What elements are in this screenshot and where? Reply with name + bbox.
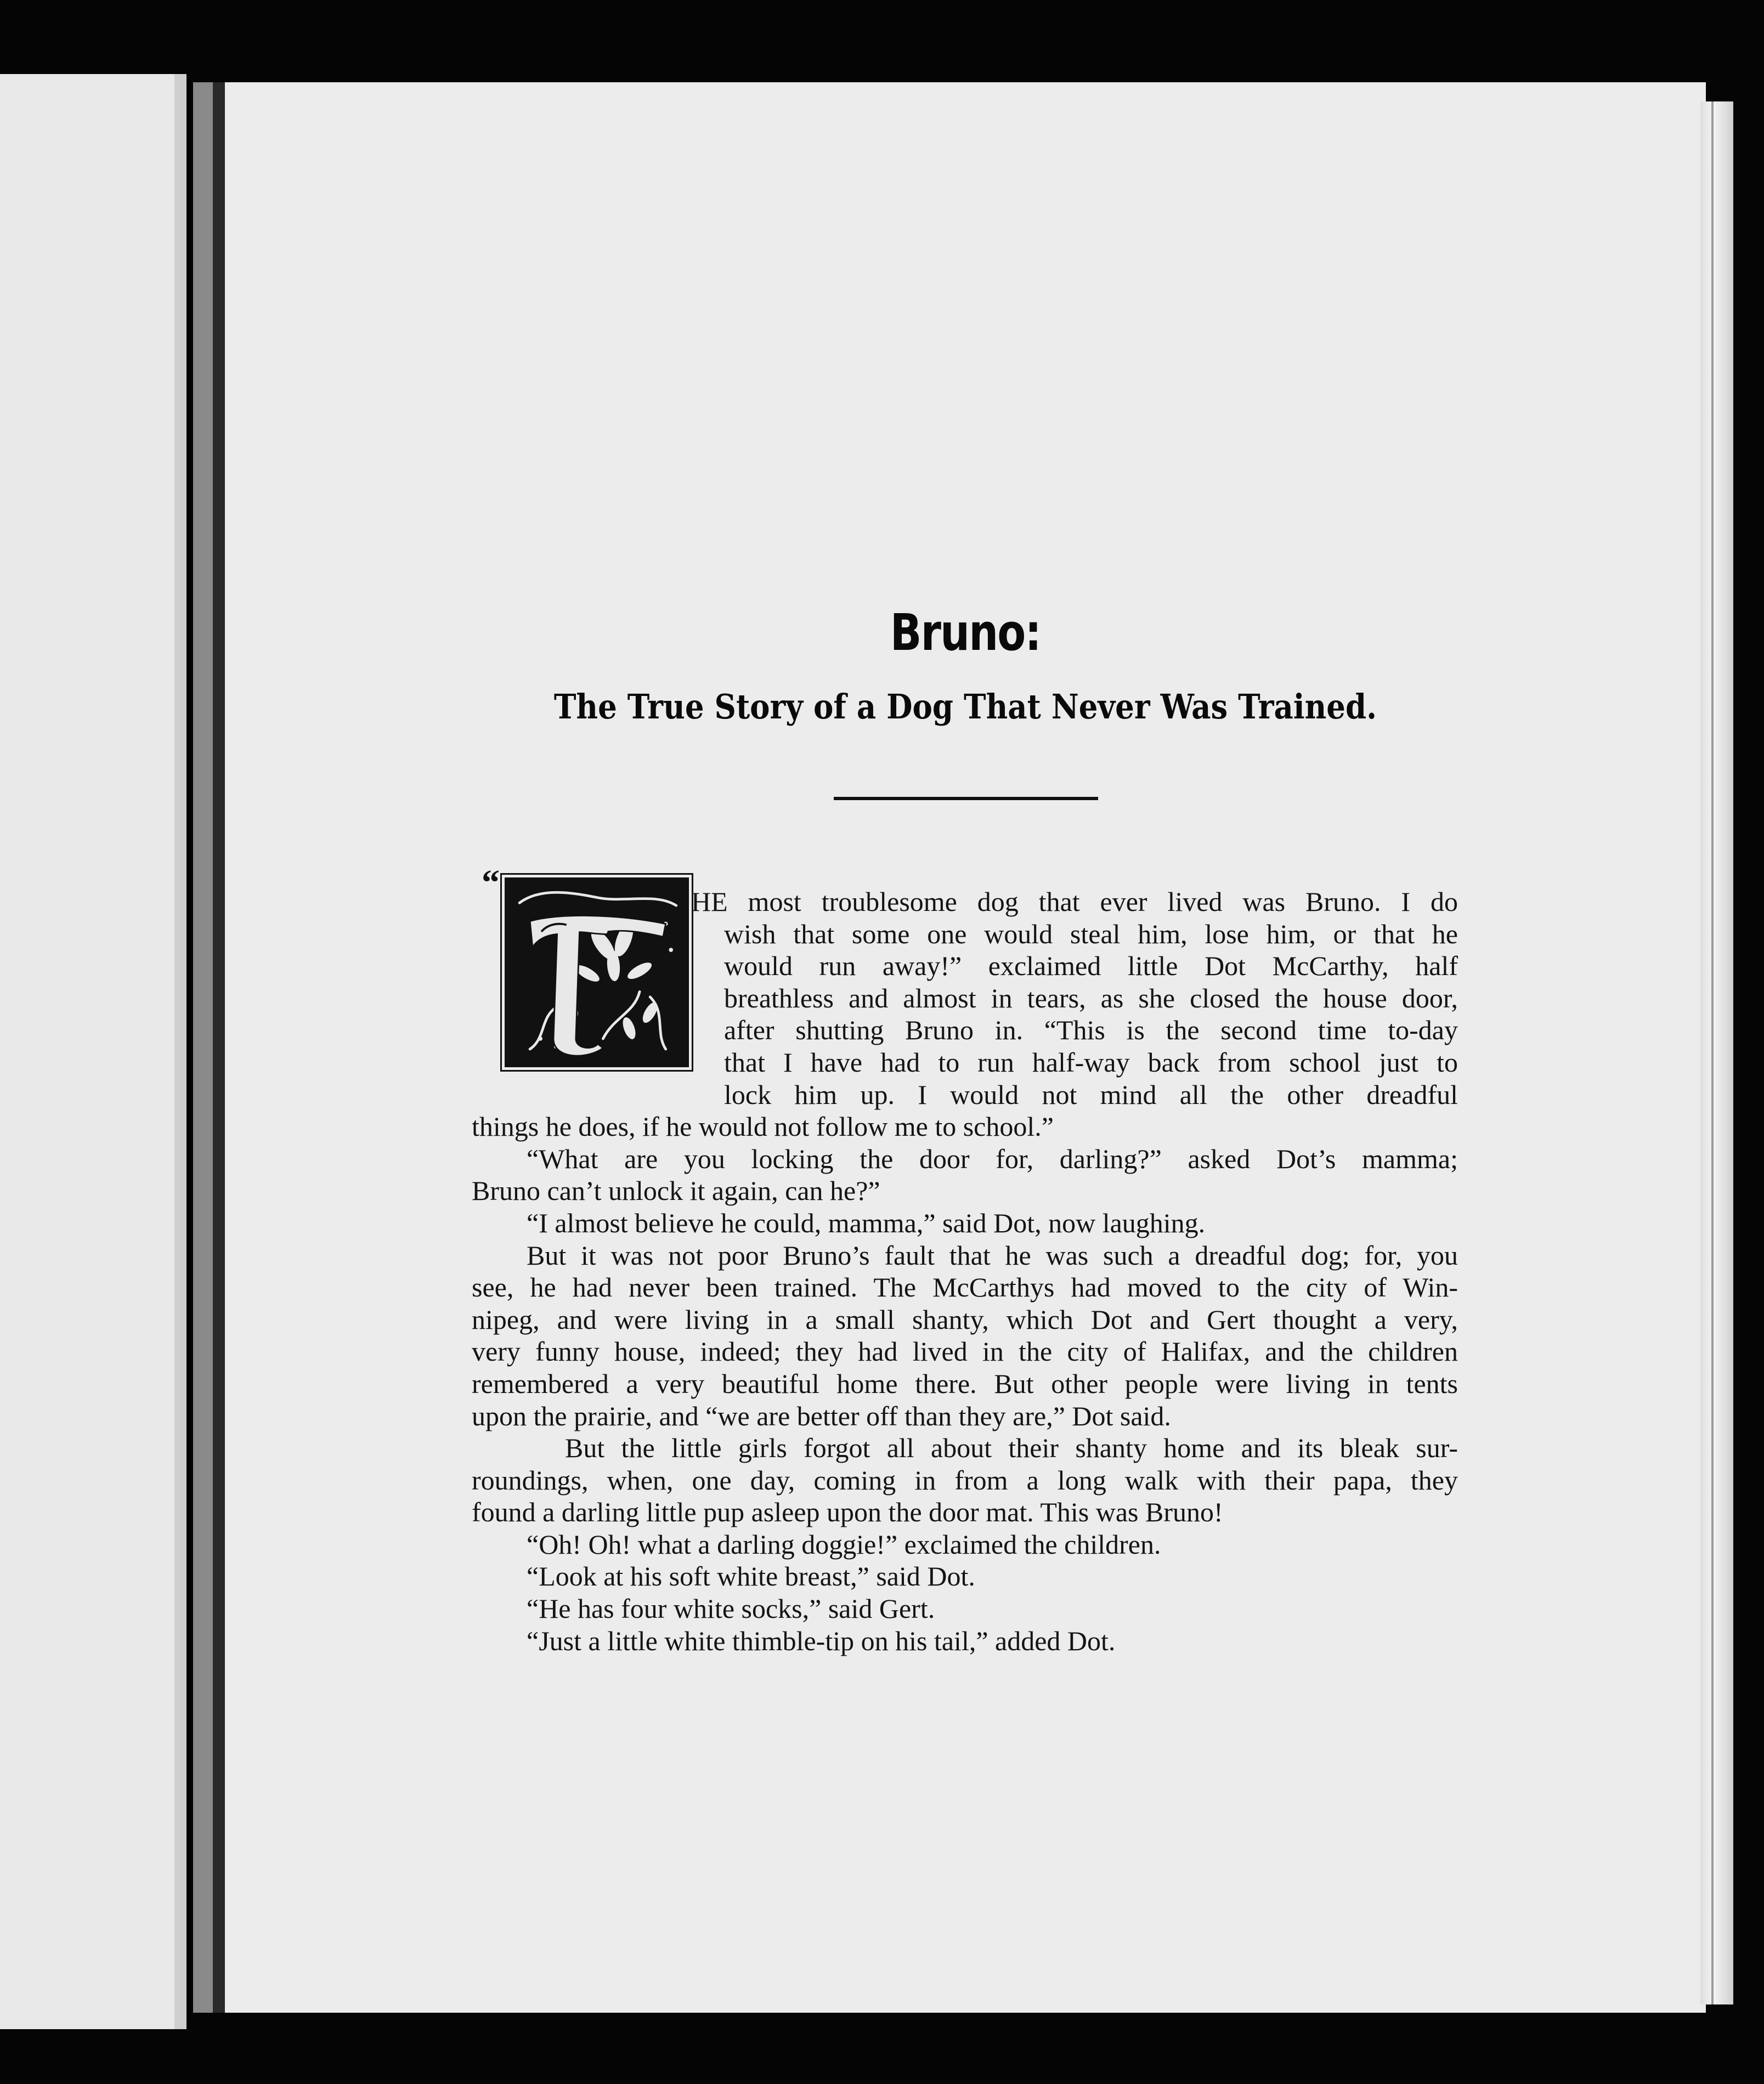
body-line: that I have had to run half-way back from school just to bbox=[724, 1046, 1458, 1078]
body-line: “What are you locking the door for, darling?” asked Dot’s mamma; bbox=[527, 1143, 1458, 1174]
body-line: roundings, when, one day, coming in from a long walk with their papa, they bbox=[472, 1464, 1458, 1496]
body-line: But it was not poor Bruno’s fault that he was such a dreadful dog; for, you bbox=[527, 1239, 1458, 1271]
left-page-edge bbox=[174, 74, 186, 2029]
body-line: upon the prairie, and “we are better off than they are,” Dot said. bbox=[472, 1400, 1171, 1431]
body-line: breathless and almost in tears, as she closed the house door, bbox=[724, 982, 1458, 1013]
body-line: “Look at his soft white breast,” said Dot. bbox=[527, 1561, 975, 1592]
body-line: things he does, if he would not follow me to school.” bbox=[472, 1111, 1054, 1142]
gutter-shadow bbox=[213, 82, 225, 2013]
body-line: “He has four white socks,” said Gert. bbox=[527, 1593, 935, 1624]
body-line: remembered a very beautiful home there. But other people were living in tents bbox=[472, 1368, 1458, 1399]
left-facing-page bbox=[0, 74, 184, 2029]
title-rule bbox=[834, 797, 1098, 800]
body-line: “Just a little white thimble-tip on his tail,” added Dot. bbox=[527, 1625, 1116, 1656]
opening-quote-mark: “ bbox=[482, 863, 500, 903]
body-line: “Oh! Oh! what a darling doggie!” exclaimed the children. bbox=[527, 1528, 1161, 1560]
body-line: But the little girls forgot all about their shanty home and its bleak sur- bbox=[565, 1432, 1458, 1464]
body-line: very funny house, indeed; they had lived in the city of Halifax, and the children bbox=[472, 1336, 1458, 1367]
body-line: “I almost believe he could, mamma,” said Dot, now laughing. bbox=[527, 1207, 1206, 1238]
story-body bbox=[472, 886, 1458, 1657]
body-line: HE most troublesome dog that ever lived was Bruno. I do bbox=[691, 886, 1458, 917]
right-page-edges bbox=[1700, 101, 1733, 2004]
page-edge-line bbox=[1711, 101, 1714, 2004]
body-line: see, he had never been trained. The McCarthys had moved to the city of Win- bbox=[472, 1272, 1458, 1303]
body-line: found a darling little pup asleep upon the door mat. This was Bruno! bbox=[472, 1497, 1223, 1528]
body-line: nipeg, and were living in a small shanty, which Dot and Gert thought a very, bbox=[472, 1304, 1458, 1335]
story-title: Bruno: bbox=[890, 603, 1041, 662]
body-line: after shutting Bruno in. “This is the second time to-day bbox=[724, 1015, 1458, 1046]
body-line: would run away!” exclaimed little Dot McCarthy, half bbox=[724, 950, 1458, 982]
story-subtitle: The True Story of a Dog That Never Was Trained. bbox=[553, 687, 1377, 727]
body-line: Bruno can’t unlock it again, can he?” bbox=[472, 1175, 880, 1207]
body-line: wish that some one would steal him, lose him, or that he bbox=[724, 918, 1458, 949]
body-line: lock him up. I would not mind all the other dreadful bbox=[724, 1079, 1458, 1110]
